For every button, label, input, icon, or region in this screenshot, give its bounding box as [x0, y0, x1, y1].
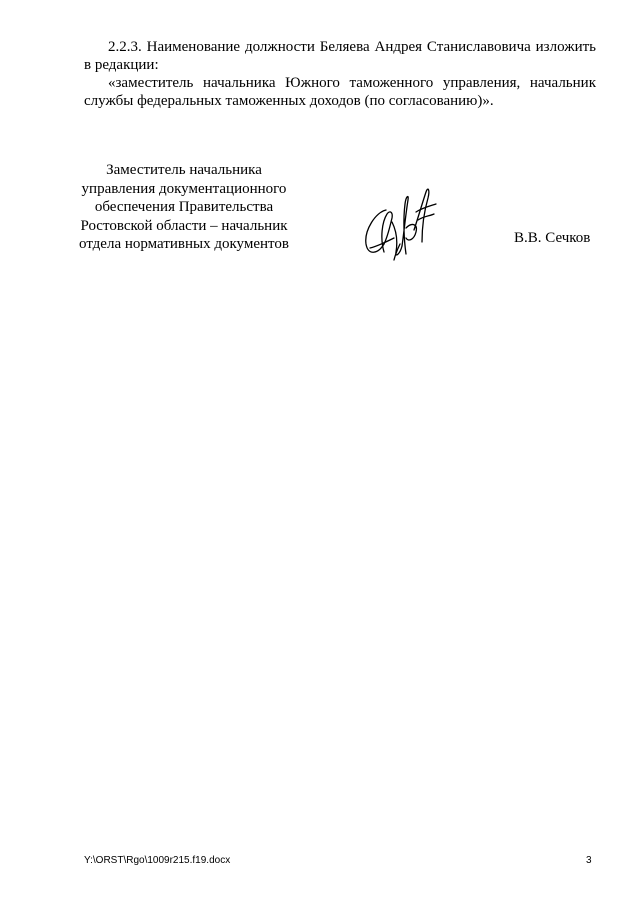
signer-name: В.В. Сечков	[514, 230, 591, 246]
paragraph-amendment	[84, 38, 596, 74]
page-number: 3	[586, 855, 592, 866]
paragraph-new-wording	[84, 74, 596, 110]
signer-position-line: обеспечения Правительства	[94, 199, 274, 215]
handwritten-signature	[356, 182, 442, 262]
signer-position-line: отдела нормативных документов	[79, 236, 289, 252]
signer-position-line: Ростовской области – начальник	[80, 217, 288, 234]
signer-position-line: Заместитель начальника	[106, 162, 262, 178]
paragraph-amendment-text: 2.2.3. Наименование должности Беляева Андрея Станиславовича изложить в редакции:	[84, 39, 596, 73]
paragraph-new-wording-text: «заместитель начальника Южного таможенного управления, начальник службы федеральных таможенных доходов (по согласованию)».	[84, 75, 596, 109]
signer-position	[64, 161, 304, 254]
footer-file-path: Y:\ORST\Rgo\1009r215.f19.docx	[84, 855, 231, 866]
signer-position-line: управления документационного	[81, 180, 287, 197]
